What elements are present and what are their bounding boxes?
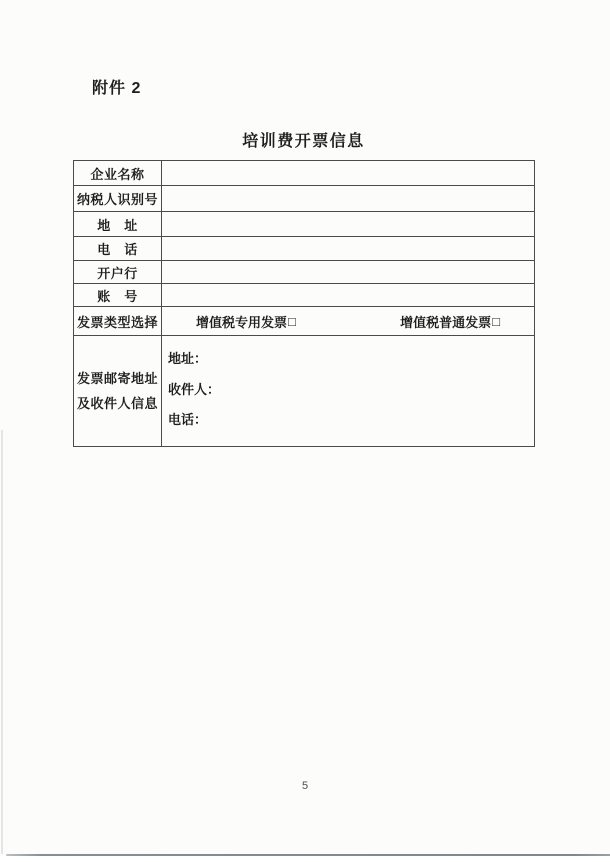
table-row-taxpayer-id <box>74 186 535 212</box>
table-row-phone <box>74 237 535 261</box>
row-label-company-name: 企业名称 <box>74 161 162 186</box>
table-row-address <box>74 212 535 237</box>
page-number: 5 <box>301 780 309 792</box>
paper-edge-bottom <box>6 854 610 856</box>
attachment-label: 附件 2 <box>92 80 142 97</box>
invoice-type-option-general <box>400 312 500 331</box>
mailing-field-phone: 电话： <box>168 412 208 428</box>
mailing-label-line1: 发票邮寄地址 <box>76 371 158 386</box>
value-cell-address <box>162 212 535 237</box>
invoice-info-table <box>73 160 535 447</box>
mailing-field-recipient: 收件人： <box>168 381 221 397</box>
row-label-invoice-type: 发票类型选择 <box>74 307 162 336</box>
table-row-invoice-type <box>74 307 535 336</box>
table-row-bank <box>74 261 535 284</box>
invoice-type-option-general-label: 增值税普通发票 <box>400 314 492 330</box>
checkbox-empty-icon: □ <box>288 313 296 329</box>
mailing-label-line2: 及收件人信息 <box>76 396 158 411</box>
row-label-account-number: 账 号 <box>74 284 162 307</box>
value-cell-invoice-type <box>162 307 535 336</box>
row-label-address: 地 址 <box>74 212 162 237</box>
row-label-bank: 开户行 <box>74 261 162 284</box>
table-row-account-number <box>74 284 535 307</box>
invoice-type-option-special <box>196 312 296 331</box>
paper-edge-left <box>1 430 3 854</box>
value-cell-taxpayer-id <box>162 186 535 212</box>
invoice-type-option-special-label: 增值税专用发票 <box>196 314 288 330</box>
invoice-type-options <box>162 312 534 331</box>
value-cell-mailing-info <box>162 336 535 447</box>
row-label-taxpayer-id: 纳税人识别号 <box>74 186 162 212</box>
checkbox-empty-icon: □ <box>492 313 500 329</box>
value-cell-account-number <box>162 284 535 307</box>
mailing-field-address: 地址： <box>168 350 208 366</box>
value-cell-company-name <box>162 161 535 186</box>
row-label-mailing-info <box>74 336 162 447</box>
table-row-company-name <box>74 161 535 186</box>
row-label-phone: 电 话 <box>74 237 162 261</box>
page-title: 培训费开票信息 <box>242 133 365 150</box>
mailing-fields <box>162 336 534 446</box>
table-row-mailing-info <box>74 336 535 447</box>
value-cell-bank <box>162 261 535 284</box>
value-cell-phone <box>162 237 535 261</box>
